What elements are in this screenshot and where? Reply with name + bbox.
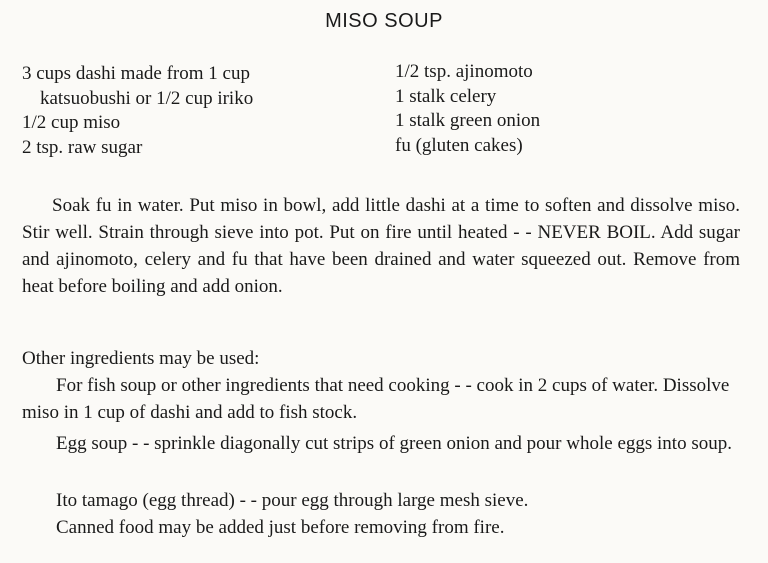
ingredient-item: katsuobushi or 1/2 cup iriko bbox=[40, 87, 254, 109]
ingredient-item: 1/2 tsp. ajinomoto bbox=[395, 61, 533, 82]
ito-tamago-note: Ito tamago (egg thread) - - pour egg through large mesh sieve. bbox=[56, 490, 529, 511]
directions-paragraph: Soak fu in water. Put miso in bowl, add little dashi at a time to soften and dissolve miso. Stir well. Strain through sieve into pot. Put on fire until heated - - NEVER BOIL. Add sugar and ajinomoto, celery and fu that have been drained and water squeezed out. Remove from heat before boiling and add onion. bbox=[22, 195, 740, 297]
ingredient-item: fu (gluten cakes) bbox=[395, 134, 523, 156]
ingredient-item: 2 tsp. raw sugar bbox=[22, 136, 143, 158]
egg-soup-note: Egg soup - - sprinkle diagonally cut strips of green onion and pour whole eggs into soup. bbox=[56, 433, 732, 454]
fish-soup-note: For fish soup or other ingredients that need cooking - - cook in 2 cups of water. Dissolve miso in 1 cup of dashi and add to fish stock. bbox=[22, 375, 730, 423]
ingredient-item: 1 stalk celery bbox=[395, 85, 497, 107]
canned-food-note: Canned food may be added just before removing from fire. bbox=[56, 517, 505, 538]
recipe-title: MISO SOUP bbox=[325, 10, 443, 32]
other-ingredients-heading: Other ingredients may be used: bbox=[22, 348, 260, 369]
ingredients-left-column bbox=[22, 62, 382, 160]
ingredient-item: 1 stalk green onion bbox=[395, 110, 541, 131]
ingredient-item: 1/2 cup miso bbox=[22, 112, 121, 133]
ingredients-right-column bbox=[395, 60, 755, 158]
ingredient-item: 3 cups dashi made from 1 cup bbox=[22, 63, 250, 84]
